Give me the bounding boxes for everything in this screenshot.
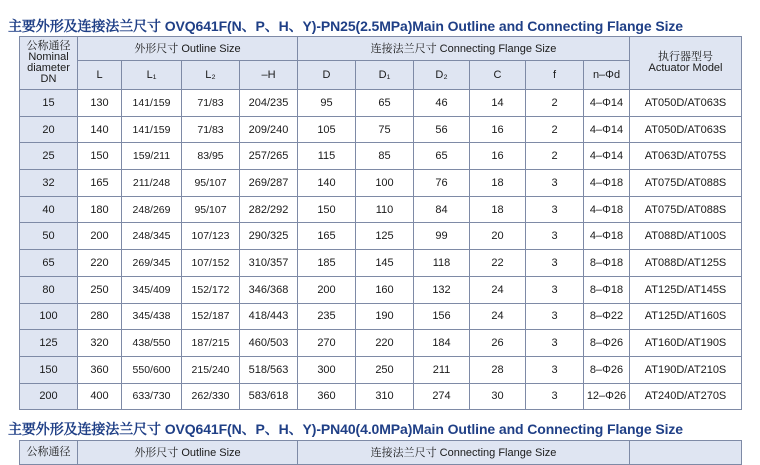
table-cell: 274 [414,383,470,410]
table-cell: 583/618 [240,383,298,410]
dimension-table-pn25 [19,36,742,410]
table-cell: 160 [356,276,414,303]
table-cell: 8–Φ26 [584,356,630,383]
table-cell: 65 [414,143,470,170]
table-cell: 360 [78,356,122,383]
table-cell: 95/107 [182,170,240,197]
table-cell: 100 [356,170,414,197]
table-cell: 3 [526,383,584,410]
table-cell: 633/730 [122,383,182,410]
actuator-model-header [630,441,742,465]
table-cell: 209/240 [240,116,298,143]
table-row [20,116,742,143]
table-cell: 220 [356,330,414,357]
dn-cell: 125 [20,330,78,357]
table-cell: 3 [526,250,584,277]
table-cell: 400 [78,383,122,410]
table-cell: 12–Φ26 [584,383,630,410]
table-cell: 262/330 [182,383,240,410]
table-cell: 345/409 [122,276,182,303]
table-cell: AT160D/AT190S [630,330,742,357]
table-cell: 290/325 [240,223,298,250]
table-cell: 248/345 [122,223,182,250]
col-header: D [298,61,356,90]
col-header: L [78,61,122,90]
table-cell: 22 [470,250,526,277]
table-cell: 4–Φ14 [584,90,630,117]
table-cell: 8–Φ26 [584,330,630,357]
table-cell: AT190D/AT210S [630,356,742,383]
actuator-model-header: 执行器型号 Actuator Model [630,37,742,90]
table-cell: 165 [78,170,122,197]
table-cell: 3 [526,276,584,303]
table-cell: 269/345 [122,250,182,277]
table-cell: 150 [298,196,356,223]
table-row [20,170,742,197]
table-row [20,383,742,410]
table-cell: 550/600 [122,356,182,383]
table-cell: 250 [356,356,414,383]
table-cell: AT088D/AT100S [630,223,742,250]
col-header: C [470,61,526,90]
table-cell: 310/357 [240,250,298,277]
table-cell: 3 [526,330,584,357]
table-cell: 310 [356,383,414,410]
dn-cell: 80 [20,276,78,303]
table-cell: AT075D/AT088S [630,170,742,197]
table-cell: 159/211 [122,143,182,170]
table-cell: 250 [78,276,122,303]
table-cell: 152/187 [182,303,240,330]
table-cell: 190 [356,303,414,330]
dn-header: 公称通径 Nominal diameter DN [20,37,78,90]
table-row [20,330,742,357]
col-header: D₂ [414,61,470,90]
table-cell: 518/563 [240,356,298,383]
table-cell: 99 [414,223,470,250]
table-cell: AT063D/AT075S [630,143,742,170]
table-cell: 184 [414,330,470,357]
table-cell: 84 [414,196,470,223]
table-cell: 3 [526,356,584,383]
flange-size-header: 连接法兰尺寸 Connecting Flange Size [298,441,630,465]
table-cell: 2 [526,143,584,170]
table-row [20,196,742,223]
table-cell: 257/265 [240,143,298,170]
col-header: L₁ [122,61,182,90]
table-row [20,250,742,277]
col-header: L₂ [182,61,240,90]
outline-size-header: 外形尺寸 Outline Size [78,37,298,61]
table-row [20,276,742,303]
table-cell: 140 [78,116,122,143]
col-header: n–Φd [584,61,630,90]
table-row [20,90,742,117]
dimension-table-pn40 [19,440,742,465]
table-cell: 4–Φ18 [584,170,630,197]
table-cell: 3 [526,303,584,330]
table-cell: AT125D/AT145S [630,276,742,303]
col-header: D₁ [356,61,414,90]
table-cell: 185 [298,250,356,277]
table-cell: 200 [78,223,122,250]
dn-cell: 15 [20,90,78,117]
table-cell: 165 [298,223,356,250]
dn-cell: 20 [20,116,78,143]
table-cell: 71/83 [182,116,240,143]
table-cell: 4–Φ14 [584,116,630,143]
dn-cell: 200 [20,383,78,410]
table-cell: 180 [78,196,122,223]
table-cell: AT050D/AT063S [630,90,742,117]
table-cell: AT240D/AT270S [630,383,742,410]
col-header: –H [240,61,298,90]
table-cell: 150 [78,143,122,170]
table-cell: 2 [526,116,584,143]
table-cell: 105 [298,116,356,143]
table-cell: AT088D/AT125S [630,250,742,277]
table-cell: 107/152 [182,250,240,277]
table-cell: 3 [526,196,584,223]
dn-header: 公称通径 [20,441,78,465]
table-cell: 211 [414,356,470,383]
flange-size-header: 连接法兰尺寸 Connecting Flange Size [298,37,630,61]
table-cell: 460/503 [240,330,298,357]
table-cell: 320 [78,330,122,357]
table-cell: 16 [470,116,526,143]
table-cell: 438/550 [122,330,182,357]
dn-cell: 50 [20,223,78,250]
table-cell: 115 [298,143,356,170]
table-cell: 28 [470,356,526,383]
table-cell: 132 [414,276,470,303]
table-cell: 141/159 [122,116,182,143]
table-cell: 8–Φ22 [584,303,630,330]
table-cell: AT050D/AT063S [630,116,742,143]
table-cell: 156 [414,303,470,330]
table-row [20,303,742,330]
table-row [20,143,742,170]
table-cell: 26 [470,330,526,357]
table-cell: 204/235 [240,90,298,117]
table-title-pn25: 主要外形及连接法兰尺寸 OVQ641F(N、P、H、Y)-PN25(2.5MPa)Main Outline and Connecting Flange Size [8,18,683,34]
table-cell: 18 [470,196,526,223]
table-cell: 107/123 [182,223,240,250]
table-cell: 24 [470,303,526,330]
table-cell: 345/438 [122,303,182,330]
table-cell: 4–Φ14 [584,143,630,170]
table-cell: 346/368 [240,276,298,303]
table-cell: 215/240 [182,356,240,383]
table-cell: 130 [78,90,122,117]
table-row [20,223,742,250]
table-cell: 220 [78,250,122,277]
dn-cell: 32 [20,170,78,197]
table-cell: 418/443 [240,303,298,330]
table-row [20,356,742,383]
table-cell: 282/292 [240,196,298,223]
table-cell: 30 [470,383,526,410]
dn-cell: 100 [20,303,78,330]
table-cell: 187/215 [182,330,240,357]
table-cell: 152/172 [182,276,240,303]
table-cell: 118 [414,250,470,277]
table-cell: 280 [78,303,122,330]
table-cell: 4–Φ18 [584,196,630,223]
table-cell: 71/83 [182,90,240,117]
dn-cell: 25 [20,143,78,170]
col-header: f [526,61,584,90]
table-cell: 75 [356,116,414,143]
table-cell: 269/287 [240,170,298,197]
table-cell: 16 [470,143,526,170]
table-cell: AT075D/AT088S [630,196,742,223]
outline-size-header: 外形尺寸 Outline Size [78,441,298,465]
dn-cell: 150 [20,356,78,383]
table-cell: 141/159 [122,90,182,117]
table-title-pn40: 主要外形及连接法兰尺寸 OVQ641F(N、P、H、Y)-PN40(4.0MPa)Main Outline and Connecting Flange Size [8,421,683,437]
table-cell: 56 [414,116,470,143]
table-cell: 145 [356,250,414,277]
table-cell: 20 [470,223,526,250]
table-cell: 24 [470,276,526,303]
table-cell: 270 [298,330,356,357]
table-cell: 8–Φ18 [584,250,630,277]
table-cell: 4–Φ18 [584,223,630,250]
table-cell: 2 [526,90,584,117]
table-cell: 248/269 [122,196,182,223]
table-cell: 125 [356,223,414,250]
table-cell: 3 [526,223,584,250]
table-cell: 85 [356,143,414,170]
table-cell: 65 [356,90,414,117]
table-cell: 211/248 [122,170,182,197]
table-cell: 140 [298,170,356,197]
table-cell: 14 [470,90,526,117]
table-cell: 46 [414,90,470,117]
table-cell: 95 [298,90,356,117]
table-cell: 3 [526,170,584,197]
table-cell: 360 [298,383,356,410]
table-cell: 200 [298,276,356,303]
table-cell: 83/95 [182,143,240,170]
table-cell: 95/107 [182,196,240,223]
table-cell: 76 [414,170,470,197]
dn-cell: 40 [20,196,78,223]
table-cell: 8–Φ18 [584,276,630,303]
table-cell: 110 [356,196,414,223]
table-cell: 18 [470,170,526,197]
table-cell: 300 [298,356,356,383]
table-cell: AT125D/AT160S [630,303,742,330]
table-cell: 235 [298,303,356,330]
dn-cell: 65 [20,250,78,277]
